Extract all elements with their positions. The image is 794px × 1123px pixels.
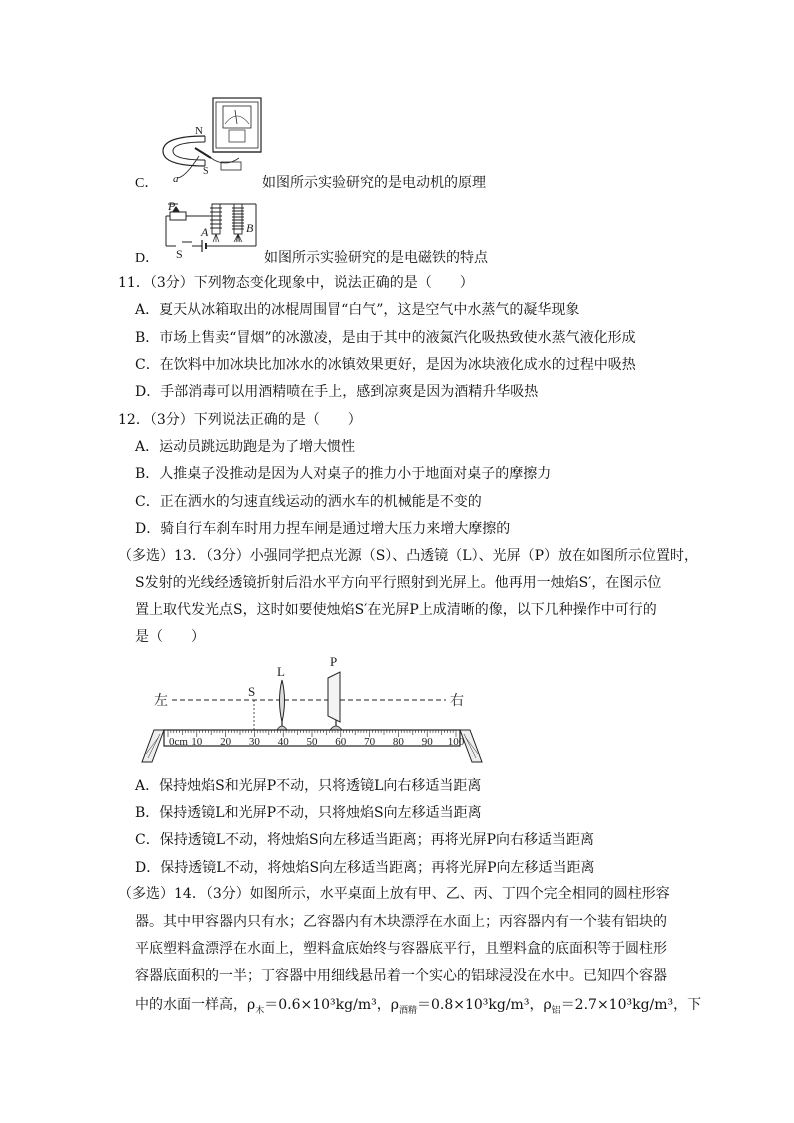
q14-last-pre: 中的水面一样高，ρ xyxy=(135,997,256,1013)
fig-d-label-p: P xyxy=(168,199,176,213)
q11-stem: 11．（3分）下列物态变化现象中，说法正确的是（ ） xyxy=(118,275,474,291)
fig-d-label-a: A xyxy=(201,225,209,239)
q13-line-3: 置上取代发光点S，这时如要使烛焰S′在光屏P上成清晰的像，以下几种操作中可行的 xyxy=(135,602,657,618)
ruler-tick-label: 30 xyxy=(248,736,260,748)
fig-c-label-a: a xyxy=(173,173,179,185)
fig-c-label-n: N xyxy=(195,125,203,137)
fig-d-label-s: S xyxy=(176,247,183,260)
q14-line-5 xyxy=(135,998,701,1016)
option-c-text: 如图所示实验研究的是电动机的原理 xyxy=(262,175,486,191)
ruler-tick-label: 0cm xyxy=(169,736,188,748)
q14-last-v1: ＝0.6×10³kg/m³，ρ xyxy=(264,997,399,1013)
ruler-tick-label: 70 xyxy=(364,736,376,748)
q14-line-2: 器。其中甲容器内只有水；乙容器内有木块漂浮在水面上；丙容器内有一个装有铝块的 xyxy=(135,914,667,930)
q13-option-d: D．保持透镜L不动，将烛焰S向左移适当距离；再将光屏P向左移适当距离 xyxy=(135,860,595,876)
ruler-tick-label: 10 xyxy=(191,736,203,748)
q13-option-b: B．保持透镜L和光屏P不动，只将烛焰S向左移适当距离 xyxy=(135,805,482,821)
q13-line-4: 是（ ） xyxy=(135,629,205,645)
bench-label-l: L xyxy=(277,664,285,679)
q14-last-v3: ＝2.7×10³kg/m³，下 xyxy=(560,997,702,1013)
q14-line-1: （多选）14．（3分）如图所示，水平桌面上放有甲、乙、丙、丁四个完全相同的圆柱形容 xyxy=(118,886,670,902)
q13-option-c: C．保持透镜L不动，将烛焰S向左移适当距离；再将光屏P向右移适当距离 xyxy=(135,832,595,848)
fig-c-label-s: S xyxy=(203,166,209,177)
q11-option-d: D．手部消毒可以用酒精喷在手上，感到凉爽是因为酒精升华吸热 xyxy=(135,384,539,400)
q14-line-4: 容器底面积的一半；丁容器中用细线悬吊着一个实心的铝球浸没在水中。已知四个容器 xyxy=(135,968,667,984)
q12-option-a: A．运动员跳远助跑是为了增大惯性 xyxy=(135,439,356,455)
option-d-text: 如图所示实验研究的是电磁铁的特点 xyxy=(264,250,488,266)
q11-option-b: B．市场上售卖“冒烟”的冰激凌，是由于其中的液氮汽化吸热致使水蒸气液化形成 xyxy=(135,330,636,346)
option-d-letter: D． xyxy=(135,251,160,266)
ruler-tick-label: 80 xyxy=(392,736,404,748)
q13-line-1: （多选）13．（3分）小强同学把点光源（S）、凸透镜（L）、光屏（P）放在如图所示位置时， xyxy=(118,548,699,564)
q13-line-2: S发射的光线经透镜折射后沿水平方向平行照射到光屏上。他再用一烛焰S′，在图示位 xyxy=(135,575,662,591)
bench-label-s: S xyxy=(248,684,256,699)
q14-sub-alcohol: 酒精 xyxy=(398,1005,417,1016)
bench-label-right: 右 xyxy=(450,694,464,709)
q12-stem: 12．（3分）下列说法正确的是（ ） xyxy=(118,412,362,428)
q14-sub-wood: 木 xyxy=(255,1005,265,1016)
option-d xyxy=(135,251,159,266)
ruler-tick-label: 40 xyxy=(277,736,289,748)
figure-optical-bench xyxy=(140,650,490,770)
ruler-tick-label: 100 xyxy=(447,736,465,748)
option-c xyxy=(135,176,158,191)
q13-option-a: A．保持烛焰S和光屏P不动，只将透镜L向右移适当距离 xyxy=(135,778,482,794)
ruler-tick-label: 90 xyxy=(421,736,433,748)
q14-last-v2: ＝0.8×10³kg/m³，ρ xyxy=(416,997,552,1013)
q14-line-3: 平底塑料盒漂浮在水面上，塑料盒底始终与容器底平行，且塑料盒的底面积等于圆柱形 xyxy=(135,941,667,957)
bench-label-p: P xyxy=(330,654,338,669)
bench-label-left: 左 xyxy=(154,694,168,709)
ruler-tick-label: 60 xyxy=(335,736,347,748)
q12-option-d: D．骑自行车刹车时用力捏车闸是通过增大压力来增大摩擦的 xyxy=(135,521,511,537)
q11-option-c: C．在饮料中加冰块比加冰水的冰镇效果更好，是因为冰块液化成水的过程中吸热 xyxy=(135,357,636,373)
figure-d-electromagnet-circuit xyxy=(162,196,262,260)
ruler-tick-label: 20 xyxy=(220,736,232,748)
figure-c-motor-apparatus xyxy=(155,96,265,186)
ruler-tick-label: 50 xyxy=(306,736,318,748)
q11-option-a: A．夏天从冰箱取出的冰棍周围冒“白气”，这是空气中水蒸气的凝华现象 xyxy=(135,302,580,318)
option-c-letter: C． xyxy=(135,176,159,191)
q12-option-c: C．正在洒水的匀速直线运动的洒水车的机械能是不变的 xyxy=(135,494,482,510)
fig-d-label-b: B xyxy=(246,221,254,235)
q14-sub-aluminum: 铝 xyxy=(551,1005,561,1016)
q12-option-b: B．人推桌子没推动是因为人对桌子的推力小于地面对桌子的摩擦力 xyxy=(135,466,552,482)
